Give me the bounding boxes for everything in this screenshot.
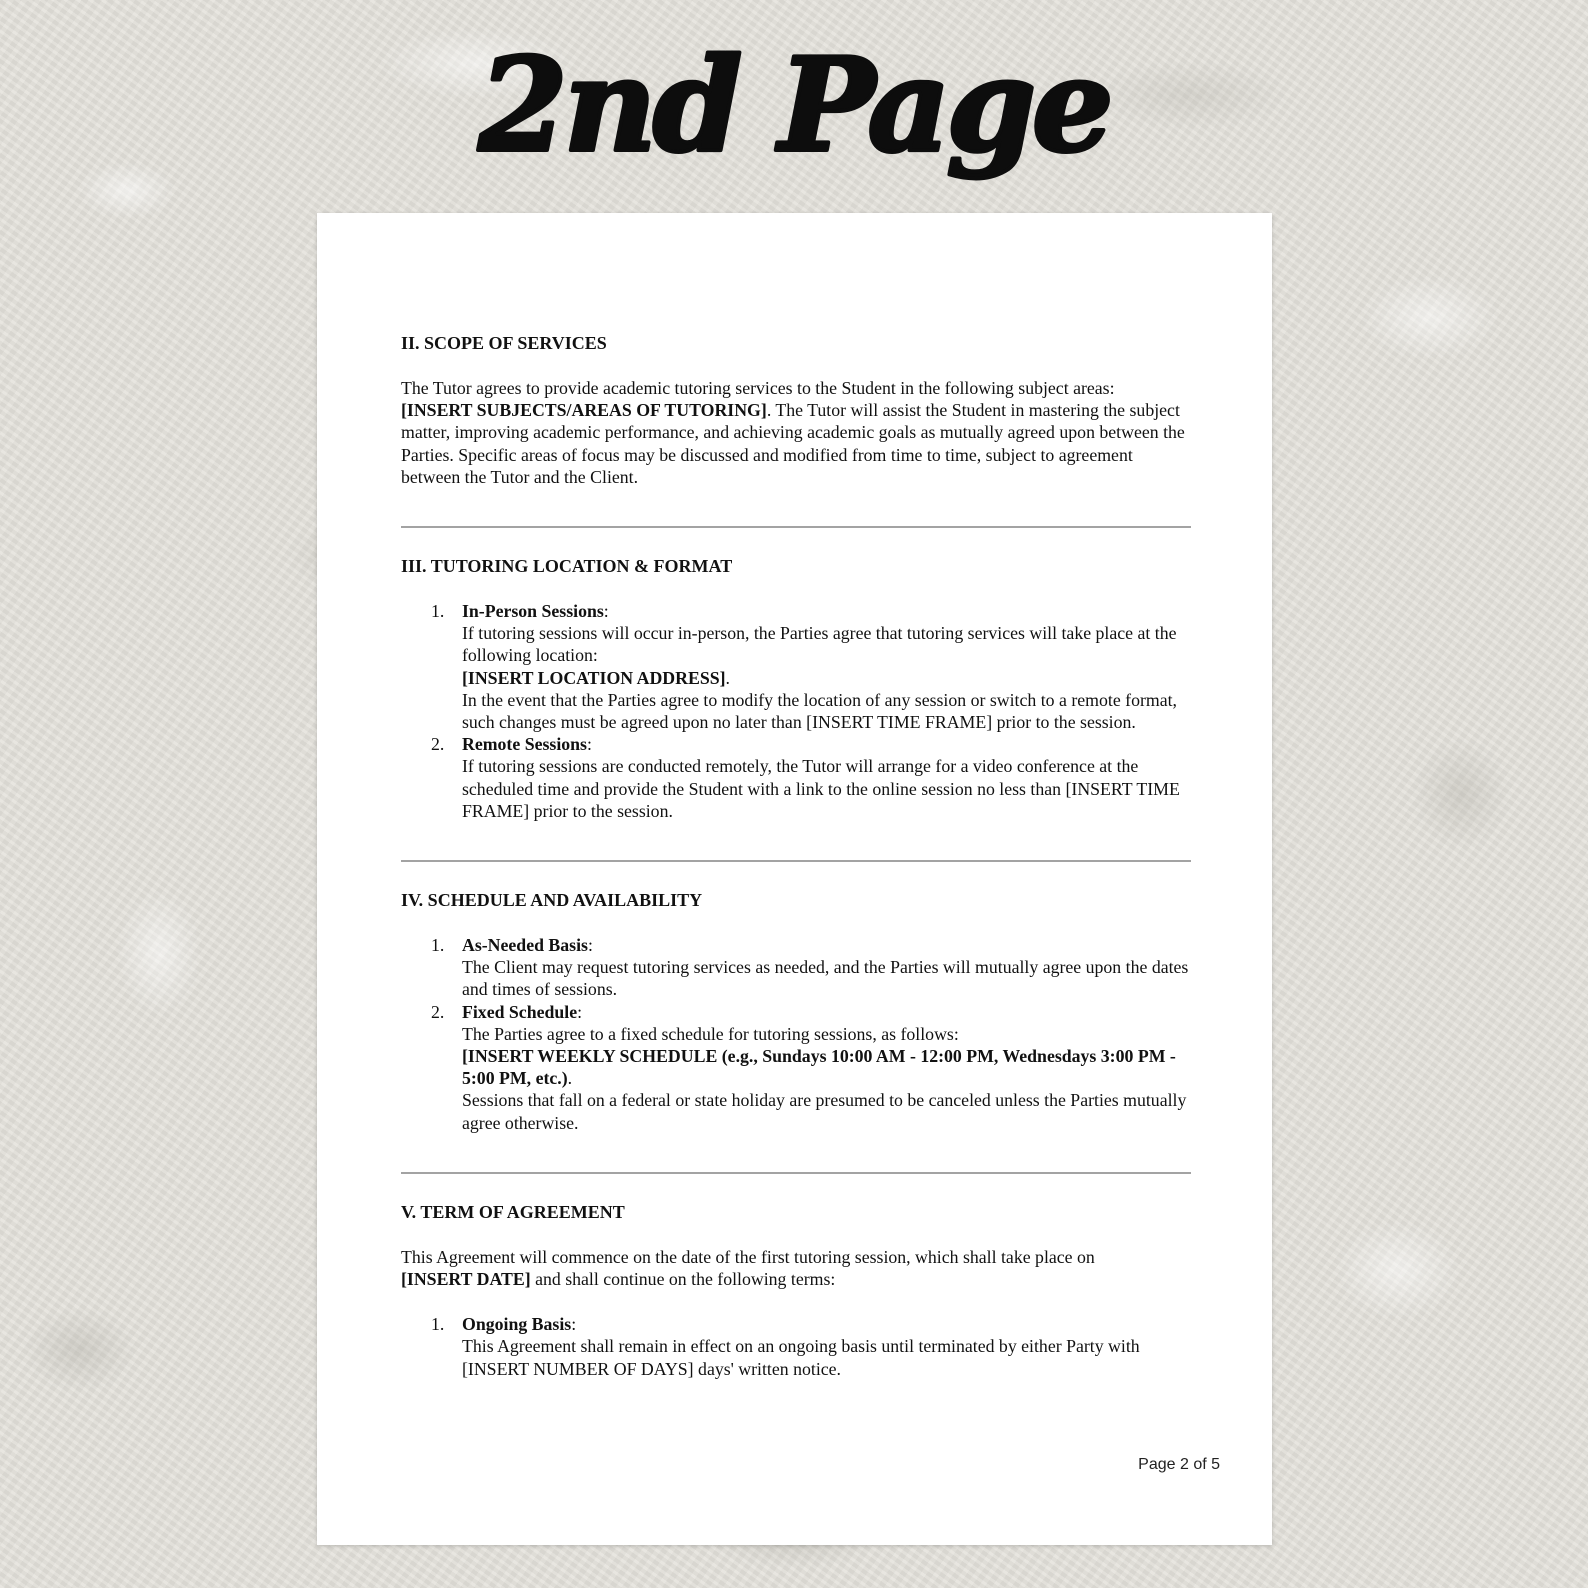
section-heading: III. TUTORING LOCATION & FORMAT: [401, 556, 733, 577]
list-item-title: Remote Sessions: [462, 734, 587, 755]
list-item-title: In-Person Sessions: [462, 601, 604, 622]
section-heading: II. SCOPE OF SERVICES: [401, 333, 607, 353]
placeholder-weekly-schedule: [INSERT WEEKLY SCHEDULE (e.g., Sundays 10:00 AM - 12:00 PM, Wednesdays 3:00 PM - 5:00 PM, etc.): [462, 1046, 1176, 1089]
placeholder-subjects: [INSERT SUBJECTS/AREAS OF TUTORING]: [401, 400, 767, 421]
document-content: [401, 332, 1191, 1380]
paragraph-text: . The Tutor will assist the Student in mastering the subject matter, improving academic performance, and achieving academic goals as mutually agreed upon between the Parties. Specific areas of focus may be discussed and modified from time to time, subject to agreement between the Tutor and the Client.: [401, 400, 1185, 487]
section-heading: V. TERM OF AGREEMENT: [401, 1201, 625, 1222]
section-scope-of-services: [401, 332, 1191, 488]
banner-title: 2nd Page: [478, 31, 1110, 181]
list-item-text: The Parties agree to a fixed schedule for tutoring sessions, as follows:: [462, 1023, 959, 1044]
placeholder-location: [INSERT LOCATION ADDRESS]: [462, 667, 726, 688]
list-item: [401, 934, 1191, 1001]
list-item: [401, 1313, 1191, 1380]
list-item-text: If tutoring sessions will occur in-person, the Parties agree that tutoring services will take place at the following location:: [462, 623, 1177, 666]
document-page: [317, 213, 1272, 1545]
list-item-text: If tutoring sessions are conducted remotely, the Tutor will arrange for a video conference at the scheduled time and provide the Student with a link to the online session no less than [INSERT TIME FRAME] prior to the session.: [462, 756, 1180, 821]
section-heading: IV. SCHEDULE AND AVAILABILITY: [401, 890, 703, 911]
placeholder-period: .: [567, 1068, 573, 1089]
title-colon: :: [586, 734, 592, 755]
section-tutoring-location: [401, 555, 1191, 822]
list-item: [401, 600, 1191, 733]
list-number: 1.: [431, 935, 445, 956]
numbered-list: [401, 1313, 1191, 1380]
section-term-of-agreement: [401, 1201, 1191, 1380]
list-item-text: The Client may request tutoring services as needed, and the Parties will mutually agree upon the dates and times of sessions.: [462, 957, 1189, 1000]
placeholder-period: .: [725, 667, 730, 688]
placeholder-date: [INSERT DATE]: [401, 1269, 531, 1290]
title-colon: :: [587, 935, 593, 956]
list-item: [401, 733, 1191, 822]
section-divider: [401, 860, 1191, 862]
list-item-title: Fixed Schedule: [462, 1001, 578, 1022]
section-paragraph: [401, 1246, 1191, 1290]
numbered-list: [401, 600, 1191, 822]
title-colon: :: [577, 1001, 583, 1022]
page-number: Page 2 of 5: [1138, 1456, 1220, 1473]
list-item-text: This Agreement shall remain in effect on an ongoing basis until terminated by either Party with [INSERT NUMBER OF DAYS] days' written notice.: [462, 1336, 1140, 1379]
list-number: 1.: [431, 601, 445, 622]
title-colon: :: [603, 601, 609, 622]
list-item-title: Ongoing Basis: [462, 1314, 572, 1335]
paragraph-text: The Tutor agrees to provide academic tutoring services to the Student in the following subject areas:: [401, 378, 1115, 398]
title-colon: :: [571, 1314, 577, 1335]
list-number: 1.: [431, 1314, 445, 1335]
list-item-title: As-Needed Basis: [462, 935, 588, 956]
numbered-list: [401, 934, 1191, 1134]
list-item: [401, 1001, 1191, 1134]
list-number: 2.: [431, 734, 445, 755]
paragraph-text: This Agreement will commence on the date of the first tutoring session, which shall take place on: [401, 1246, 1095, 1267]
paragraph-text: and shall continue on the following terms:: [530, 1269, 836, 1290]
banner-title-graphic: [0, 0, 1588, 205]
list-item-text: Sessions that fall on a federal or state holiday are presumed to be canceled unless the Parties mutually agree otherwise.: [462, 1090, 1187, 1133]
list-number: 2.: [431, 1001, 445, 1022]
section-divider: [401, 526, 1191, 528]
page-banner: [0, 0, 1588, 205]
section-paragraph: [401, 377, 1191, 488]
section-divider: [401, 1172, 1191, 1174]
list-item-text: In the event that the Parties agree to modify the location of any session or switch to a remote format, such changes must be agreed upon no later than [INSERT TIME FRAME] prior to the session.: [462, 689, 1177, 733]
section-schedule: [401, 889, 1191, 1134]
